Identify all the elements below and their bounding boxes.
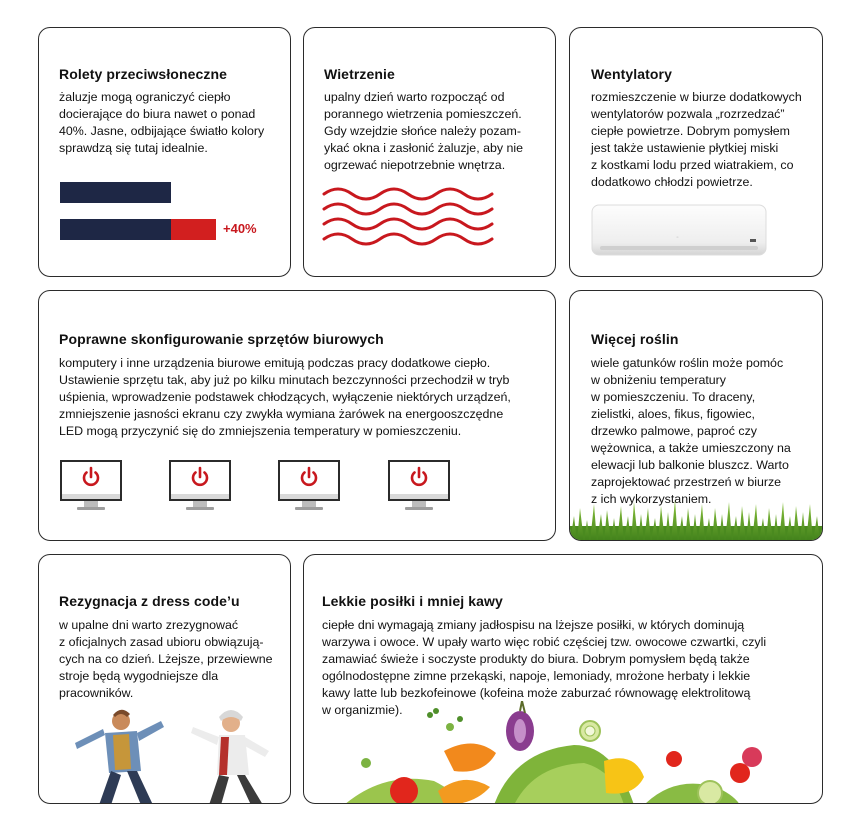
card-sprzet <box>38 290 556 541</box>
card-rosliny <box>569 290 823 541</box>
card-text: wiele gatunków roślin może pomóc w obniżeniu temperatury w pomieszczeniu. To draceny, zielistki, aloes, fikus, figowiec, drzewko palmowe, paproć czy wężownica, a także umieszczony na elewacji lub balkonie bluszcz. Warto zaprojektować przestrzeń w biurze z ich wykorzystaniem. <box>591 356 791 506</box>
card-text: upalny dzień warto rozpocząć od porannego wietrzenia pomieszczeń. Gdy wzejdzie słońce należy pozam- ykać okna i zasłonić żaluzje, aby nie ogrzewać niepotrzebnie wnętrza. <box>324 90 524 172</box>
monitor-power-icon <box>388 460 450 512</box>
card-title: Lekkie posiłki i mniej kawy <box>322 593 503 609</box>
monitor-power-icon <box>169 460 231 512</box>
card-title: Poprawne skonfigurowanie sprzętów biurowych <box>59 331 384 347</box>
monitor-power-icon <box>60 460 122 512</box>
card-text: żaluzje mogą ograniczyć ciepło docierające do biura nawet o ponad 40%. Jasne, odbijające światło kolory sprawdzą się tutaj idealnie. <box>59 90 265 155</box>
card-wietrzenie <box>303 27 556 277</box>
vegetables-icon <box>344 701 764 804</box>
air-conditioner-icon <box>590 203 768 259</box>
card-posilki <box>303 554 823 804</box>
card-text: komputery i inne urządzenia biurowe emitują podczas pracy dodatkowe ciepło. Ustawienie sprzętu tak, aby już po kilku minutach bezczynności przechodził w tryb uśpienia, wprowadzenie podstawek chłodzących, wyłączenie niektórych urządzeń, zmniejszenie jasności ekranu czy zwykła wymiana żarówek na energooszczędne LED mogą przyczynić się do zmniejszenia temperatury w pomieszczeniu. <box>59 356 511 438</box>
card-text: rozmieszczenie w biurze dodatkowych wentylatorów pozwala „rozrzedzać” ciepłe powietrze. Dobrym pomysłem jest także ustawienie płytkiej miski z kostkami lodu przed wiatrakiem, co dodatkowo chłodzi powietrze. <box>591 90 802 189</box>
dancing-people-icon <box>69 705 274 804</box>
monitor-power-icon <box>278 460 340 512</box>
svg-text:◦: ◦ <box>676 235 679 241</box>
wind-waves-icon <box>322 186 494 246</box>
card-title: Wietrzenie <box>324 66 395 82</box>
card-text: ciepłe dni wymagają zmiany jadłospisu na lżejsze posiłki, w których dominują warzywa i owoce. W upały warto więc robić częściej tzw. owocowe czwartki, czyli zamawiać świeże i soczyste produkty do biura. Dobrym pomysłem będą także ogólnodostępne zimne przekąski, napoje, lemoniady, mrożone herbaty i lekkie kawy latte lub bezkofeinowe (kofeina może zaburzać równowagę elektrolitową w organizmie). <box>322 618 767 717</box>
baseline-bar <box>60 182 171 203</box>
card-title: Rezygnacja z dress code’u <box>59 593 240 609</box>
grass-icon <box>570 496 823 541</box>
card-dresscode <box>38 554 291 804</box>
compare-bar <box>60 219 171 240</box>
card-title: Rolety przeciwsłoneczne <box>59 66 228 82</box>
card-rolety <box>38 27 291 277</box>
card-title: Więcej roślin <box>591 331 679 347</box>
increase-bar <box>171 219 216 240</box>
card-text: w upalne dni warto zrezygnować z oficjalnych zasad ubioru obwiązują- cych na co dzień. Lżejsze, przewiewne stroje będą wygodniejsze dla pracowników. <box>59 618 273 700</box>
increase-label: +40% <box>223 221 257 236</box>
card-wentylatory <box>569 27 823 277</box>
card-title: Wentylatory <box>591 66 672 82</box>
